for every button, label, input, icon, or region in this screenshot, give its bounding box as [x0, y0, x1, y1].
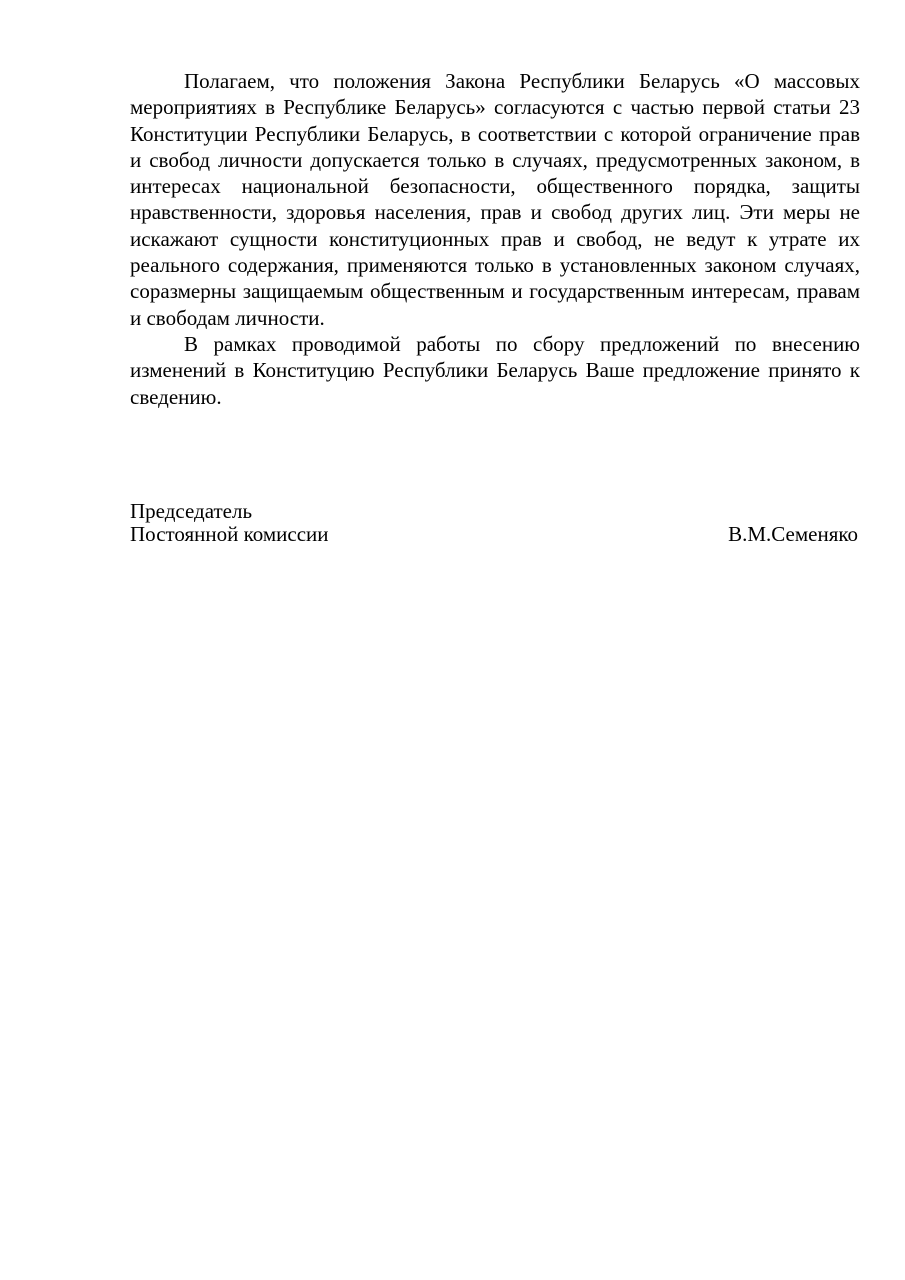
letter-body — [130, 68, 860, 410]
signatory-title-line1: Председатель — [130, 499, 253, 523]
signature-block — [130, 500, 858, 545]
paragraph-conclusion: В рамках проводимой работы по сбору предложений по внесению изменений в Конституцию Республики Беларусь Ваше предложение принято к сведению. — [130, 331, 860, 409]
signatory-title-line2: Постоянной комиссии — [130, 521, 329, 546]
signature-row — [130, 523, 858, 546]
signatory-name: В.М.Семеняко — [728, 521, 858, 546]
paragraph-legal-basis: Полагаем, что положения Закона Республики Беларусь «О массовых мероприятиях в Республике Беларусь» согласуются с частью первой статьи 23 Конституции Республики Беларусь, в соответствии с которой ограничение прав и свобод личности допускается только в случаях, предусмотренных законом, в интересах национальной безопасности, общественного порядка, защиты нравственности, здоровья населения, прав и свобод других лиц. Эти меры не искажают сущности конституционных прав и свобод, не ведут к утрате их реального содержания, применяются только в установленных законом случаях, соразмерны защищаемым общественным и государственным интересам, правам и свободам личности. — [130, 69, 860, 330]
